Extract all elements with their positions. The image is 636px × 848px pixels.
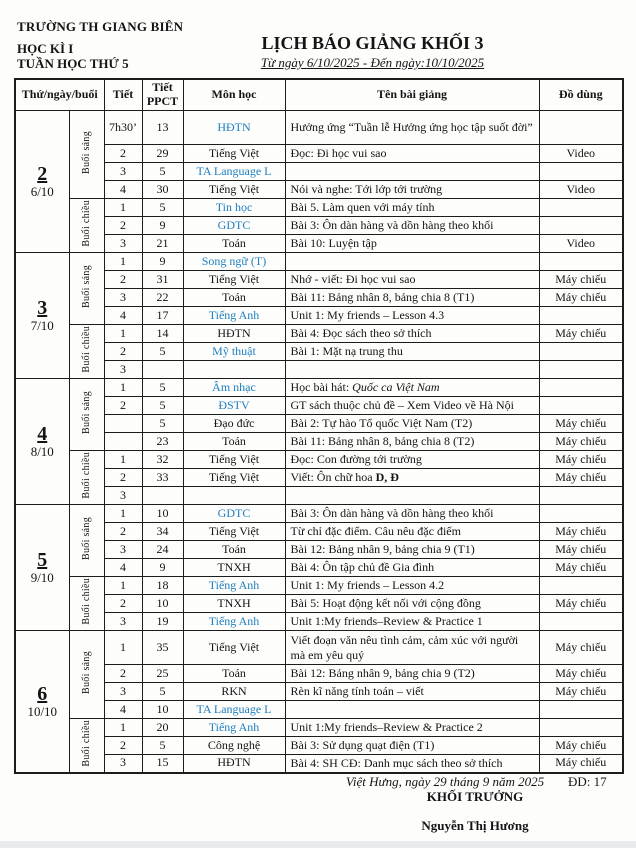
- equipment-cell: [539, 199, 623, 217]
- equipment-cell: Máy chiếu: [539, 289, 623, 307]
- school-name: TRƯỜNG TH GIANG BIÊN: [17, 19, 184, 34]
- equipment-cell: [539, 163, 623, 181]
- equipment-cell: [539, 701, 623, 719]
- ppct-cell: 32: [142, 451, 183, 469]
- equipment-cell: Máy chiếu: [539, 683, 623, 701]
- lesson-cell: Bài 10: Luyện tập: [285, 235, 539, 253]
- footer-signer-name: Nguyễn Thị Hương: [421, 818, 529, 833]
- subject-cell: Toán: [183, 541, 285, 559]
- lesson-cell: Bài 4: SH CĐ: Danh mục sách theo sở thích: [285, 755, 539, 773]
- lesson-cell: [285, 361, 539, 379]
- equipment-cell: [539, 361, 623, 379]
- subject-cell: [183, 361, 285, 379]
- lesson-cell: Nói và nghe: Tới lớp tới trường: [285, 181, 539, 199]
- subject-cell: Toán: [183, 433, 285, 451]
- table-row: [15, 289, 623, 307]
- lesson-cell: Nhớ - viết: Đi học vui sao: [285, 271, 539, 289]
- subject-cell: [183, 487, 285, 505]
- period-cell: [104, 415, 142, 433]
- subject-cell: Tiếng Việt: [183, 469, 285, 487]
- equipment-cell: Máy chiếu: [539, 433, 623, 451]
- subject-cell: Tiếng Việt: [183, 181, 285, 199]
- period-cell: 1: [104, 631, 142, 665]
- ppct-cell: 9: [142, 217, 183, 235]
- date-range: Từ ngày 6/10/2025 - Đến ngày:10/10/2025: [260, 55, 485, 70]
- period-cell: 3: [104, 487, 142, 505]
- equipment-cell: Máy chiếu: [539, 523, 623, 541]
- ppct-cell: 25: [142, 665, 183, 683]
- page-title: LỊCH BÁO GIẢNG KHỐI 3: [261, 33, 484, 53]
- equipment-cell: Video: [539, 181, 623, 199]
- ppct-cell: 13: [142, 111, 183, 145]
- equipment-cell: Máy chiếu: [539, 755, 623, 773]
- table-row: [15, 217, 623, 235]
- ppct-cell: 22: [142, 289, 183, 307]
- day-number: 6: [37, 682, 48, 705]
- period-cell: 2: [104, 665, 142, 683]
- footer-role-title: KHỐI TRƯỞNG: [426, 789, 524, 804]
- table-row: [15, 325, 623, 343]
- ppct-cell: 5: [142, 163, 183, 181]
- day-date: 9/10: [30, 569, 54, 585]
- lesson-cell: Bài 3: Sử dụng quạt điện (T1): [285, 737, 539, 755]
- lesson-cell: Viết đoạn văn nêu tình cảm, cảm xúc với người mà em yêu quý: [285, 631, 539, 665]
- lesson-cell: Bài 12: Bảng nhân 9, bảng chia 9 (T2): [285, 665, 539, 683]
- table-row: [15, 631, 623, 665]
- period-cell: 4: [104, 181, 142, 199]
- ppct-cell: 10: [142, 701, 183, 719]
- subject-cell: Tiếng Anh: [183, 719, 285, 737]
- session-label-morning: Buổi sáng: [69, 505, 104, 577]
- ppct-cell: 9: [142, 559, 183, 577]
- column-header-lesson: Tên bài giảng: [285, 79, 539, 111]
- period-cell: 1: [104, 719, 142, 737]
- period-cell: [104, 433, 142, 451]
- equipment-cell: [539, 217, 623, 235]
- table-row: [15, 111, 623, 145]
- table-row: [15, 505, 623, 523]
- day-number: 4: [37, 422, 48, 445]
- table-row: [15, 577, 623, 595]
- day-cell: [15, 505, 69, 631]
- table-row: [15, 163, 623, 181]
- lesson-cell: [285, 701, 539, 719]
- subject-cell: GDTC: [183, 217, 285, 235]
- subject-cell: Song ngữ (T): [183, 253, 285, 271]
- subject-cell: Đạo đức: [183, 415, 285, 433]
- subject-cell: TNXH: [183, 559, 285, 577]
- day-date: 6/10: [30, 183, 54, 199]
- equipment-cell: Máy chiếu: [539, 325, 623, 343]
- day-date: 10/10: [27, 703, 58, 719]
- table-row: [15, 199, 623, 217]
- table-row: [15, 307, 623, 325]
- table-row: [15, 665, 623, 683]
- period-cell: 2: [104, 397, 142, 415]
- ppct-cell: 18: [142, 577, 183, 595]
- period-cell: 1: [104, 325, 142, 343]
- lesson-cell: [285, 253, 539, 271]
- ppct-cell: 31: [142, 271, 183, 289]
- table-row: [15, 253, 623, 271]
- period-cell: 3: [104, 361, 142, 379]
- equipment-cell: Máy chiếu: [539, 665, 623, 683]
- lesson-cell: Bài 5. Làm quen với máy tính: [285, 199, 539, 217]
- lesson-cell: Đọc: Đi học vui sao: [285, 145, 539, 163]
- period-cell: 1: [104, 199, 142, 217]
- subject-cell: Tiếng Anh: [183, 577, 285, 595]
- day-number: 5: [37, 548, 48, 571]
- lesson-cell: Unit 1:My friends–Review & Practice 1: [285, 613, 539, 631]
- period-cell: 2: [104, 343, 142, 361]
- period-cell: 3: [104, 541, 142, 559]
- lesson-cell: [285, 163, 539, 181]
- subject-cell: Tiếng Việt: [183, 271, 285, 289]
- equipment-cell: [539, 111, 623, 145]
- ppct-cell: 30: [142, 181, 183, 199]
- equipment-cell: [539, 307, 623, 325]
- ppct-cell: 29: [142, 145, 183, 163]
- equipment-cell: Máy chiếu: [539, 631, 623, 665]
- equipment-cell: Máy chiếu: [539, 595, 623, 613]
- table-header-row: [15, 79, 623, 111]
- scan-edge-strip: [0, 841, 636, 848]
- equipment-cell: Máy chiếu: [539, 559, 623, 577]
- session-label-morning: Buổi sáng: [69, 631, 104, 719]
- ppct-cell: 19: [142, 613, 183, 631]
- subject-cell: TA Language L: [183, 163, 285, 181]
- lesson-cell: Bài 4: Đọc sách theo sở thích: [285, 325, 539, 343]
- equipment-cell: [539, 343, 623, 361]
- footer-place-date: Việt Hưng, ngày 29 tháng 9 năm 2025: [345, 774, 545, 789]
- ppct-cell: 24: [142, 541, 183, 559]
- day-date: 7/10: [30, 317, 54, 333]
- period-cell: 3: [104, 235, 142, 253]
- column-header-equipment: Đồ dùng: [539, 79, 623, 111]
- equipment-cell: Máy chiếu: [539, 451, 623, 469]
- subject-cell: RKN: [183, 683, 285, 701]
- table-row: [15, 451, 623, 469]
- period-cell: 4: [104, 307, 142, 325]
- period-cell: 1: [104, 577, 142, 595]
- period-cell: 4: [104, 559, 142, 577]
- table-row: [15, 361, 623, 379]
- subject-cell: Âm nhạc: [183, 379, 285, 397]
- lesson-cell: Bài 5: Hoạt động kết nối với cộng đồng: [285, 595, 539, 613]
- session-label-afternoon: Buổi chiều: [69, 451, 104, 505]
- equipment-cell: Máy chiếu: [539, 541, 623, 559]
- lesson-cell: Bài 11: Bảng nhân 8, bảng chia 8 (T1): [285, 289, 539, 307]
- equipment-cell: Máy chiếu: [539, 469, 623, 487]
- table-row: [15, 613, 623, 631]
- table-row: [15, 397, 623, 415]
- table-row: [15, 755, 623, 773]
- table-row: [15, 343, 623, 361]
- ppct-cell: 10: [142, 595, 183, 613]
- ppct-cell: 5: [142, 343, 183, 361]
- subject-cell: Tiếng Việt: [183, 451, 285, 469]
- lesson-cell: Bài 3: Ôn dàn hàng và dồn hàng theo khối: [285, 217, 539, 235]
- table-row: [15, 145, 623, 163]
- period-cell: 3: [104, 289, 142, 307]
- week-label: TUẦN HỌC THỨ 5: [17, 56, 129, 71]
- day-number: 2: [37, 162, 48, 185]
- session-label-afternoon: Buổi chiều: [69, 577, 104, 631]
- equipment-cell: [539, 613, 623, 631]
- schedule-table: [14, 78, 624, 774]
- session-label-morning: Buổi sáng: [69, 111, 104, 199]
- ppct-cell: 17: [142, 307, 183, 325]
- subject-cell: Toán: [183, 235, 285, 253]
- lesson-cell: Hưởng ứng “Tuần lễ Hưởng ứng học tập suốt đời”: [285, 111, 539, 145]
- lesson-cell: GT sách thuộc chủ đề – Xem Video về Hà Nội: [285, 397, 539, 415]
- lesson-cell: Bài 2: Tự hào Tổ quốc Việt Nam (T2): [285, 415, 539, 433]
- table-row: [15, 415, 623, 433]
- ppct-cell: 5: [142, 737, 183, 755]
- period-cell: 3: [104, 163, 142, 181]
- subject-cell: Tin học: [183, 199, 285, 217]
- day-date: 8/10: [30, 443, 54, 459]
- period-cell: 1: [104, 253, 142, 271]
- day-cell: [15, 379, 69, 505]
- day-cell: [15, 631, 69, 773]
- semester-label: HỌC KÌ I: [17, 41, 74, 56]
- session-label-afternoon: Buổi chiều: [69, 199, 104, 253]
- day-cell: [15, 253, 69, 379]
- ppct-cell: 21: [142, 235, 183, 253]
- lesson-cell: Học bài hát: Quốc ca Việt Nam: [285, 379, 539, 397]
- equipment-cell: [539, 253, 623, 271]
- day-number: 3: [37, 296, 48, 319]
- table-row: [15, 595, 623, 613]
- subject-cell: Tiếng Việt: [183, 523, 285, 541]
- subject-cell: Mỹ thuật: [183, 343, 285, 361]
- lesson-cell: Rèn kĩ năng tính toán – viết: [285, 683, 539, 701]
- table-row: [15, 487, 623, 505]
- lesson-cell: Đọc: Con đường tới trường: [285, 451, 539, 469]
- session-label-afternoon: Buổi chiều: [69, 325, 104, 379]
- period-cell: 2: [104, 523, 142, 541]
- lesson-cell: Từ chỉ đặc điểm. Câu nêu đặc điểm: [285, 523, 539, 541]
- ppct-cell: [142, 487, 183, 505]
- period-cell: 4: [104, 701, 142, 719]
- day-cell: [15, 111, 69, 253]
- ppct-cell: 33: [142, 469, 183, 487]
- column-header-day: Thứ/ngày/buổi: [15, 79, 104, 111]
- column-header-subject: Môn học: [183, 79, 285, 111]
- period-cell: 7h30’: [104, 111, 142, 145]
- table-row: [15, 541, 623, 559]
- footer-dd-count: ĐD: 17: [568, 774, 607, 789]
- equipment-cell: [539, 577, 623, 595]
- period-cell: 3: [104, 755, 142, 773]
- table-row: [15, 683, 623, 701]
- period-cell: 3: [104, 613, 142, 631]
- subject-cell: GDTC: [183, 505, 285, 523]
- subject-cell: HĐTN: [183, 111, 285, 145]
- session-label-afternoon: Buổi chiều: [69, 719, 104, 773]
- period-cell: 2: [104, 737, 142, 755]
- subject-cell: HĐTN: [183, 755, 285, 773]
- table-row: [15, 181, 623, 199]
- ppct-cell: 14: [142, 325, 183, 343]
- subject-cell: TA Language L: [183, 701, 285, 719]
- ppct-cell: 15: [142, 755, 183, 773]
- lesson-cell: [285, 487, 539, 505]
- ppct-cell: 5: [142, 199, 183, 217]
- subject-cell: Tiếng Anh: [183, 613, 285, 631]
- subject-cell: ĐSTV: [183, 397, 285, 415]
- equipment-cell: [539, 719, 623, 737]
- period-cell: 2: [104, 145, 142, 163]
- period-cell: 2: [104, 271, 142, 289]
- lesson-cell: Unit 1:My friends–Review & Practice 2: [285, 719, 539, 737]
- table-row: [15, 719, 623, 737]
- ppct-cell: 9: [142, 253, 183, 271]
- column-header-period: Tiết: [104, 79, 142, 111]
- period-cell: 2: [104, 595, 142, 613]
- equipment-cell: [539, 487, 623, 505]
- subject-cell: Tiếng Anh: [183, 307, 285, 325]
- table-row: [15, 559, 623, 577]
- subject-cell: Tiếng Việt: [183, 145, 285, 163]
- lesson-cell: Bài 1: Mặt nạ trung thu: [285, 343, 539, 361]
- table-row: [15, 469, 623, 487]
- ppct-cell: 34: [142, 523, 183, 541]
- table-row: [15, 271, 623, 289]
- period-cell: 2: [104, 217, 142, 235]
- equipment-cell: Video: [539, 145, 623, 163]
- subject-cell: TNXH: [183, 595, 285, 613]
- lesson-cell: Unit 1: My friends – Lesson 4.2: [285, 577, 539, 595]
- session-label-morning: Buổi sáng: [69, 379, 104, 451]
- ppct-cell: 35: [142, 631, 183, 665]
- subject-cell: Tiếng Việt: [183, 631, 285, 665]
- lesson-cell: Unit 1: My friends – Lesson 4.3: [285, 307, 539, 325]
- subject-cell: HĐTN: [183, 325, 285, 343]
- table-row: [15, 433, 623, 451]
- lesson-cell: Viết: Ôn chữ hoa D, Đ: [285, 469, 539, 487]
- lesson-cell: Bài 4: Ôn tập chủ đề Gia đình: [285, 559, 539, 577]
- table-row: [15, 379, 623, 397]
- ppct-cell: 5: [142, 379, 183, 397]
- subject-cell: Công nghệ: [183, 737, 285, 755]
- session-label-morning: Buổi sáng: [69, 253, 104, 325]
- equipment-cell: [539, 397, 623, 415]
- ppct-cell: 5: [142, 683, 183, 701]
- equipment-cell: Máy chiếu: [539, 271, 623, 289]
- lesson-cell: Bài 3: Ôn dàn hàng và dồn hàng theo khối: [285, 505, 539, 523]
- table-row: [15, 701, 623, 719]
- period-cell: 1: [104, 451, 142, 469]
- period-cell: 3: [104, 683, 142, 701]
- lesson-cell: Bài 12: Bảng nhân 9, bảng chia 9 (T1): [285, 541, 539, 559]
- equipment-cell: Video: [539, 235, 623, 253]
- ppct-cell: 23: [142, 433, 183, 451]
- table-row: [15, 737, 623, 755]
- table-row: [15, 235, 623, 253]
- equipment-cell: Máy chiếu: [539, 737, 623, 755]
- lesson-cell: Bài 11: Bảng nhân 8, bảng chia 8 (T2): [285, 433, 539, 451]
- subject-cell: Toán: [183, 665, 285, 683]
- column-header-ppct: Tiết PPCT: [142, 79, 183, 111]
- table-row: [15, 523, 623, 541]
- ppct-cell: 5: [142, 415, 183, 433]
- equipment-cell: [539, 379, 623, 397]
- period-cell: 1: [104, 379, 142, 397]
- ppct-cell: 20: [142, 719, 183, 737]
- equipment-cell: Máy chiếu: [539, 415, 623, 433]
- ppct-cell: [142, 361, 183, 379]
- period-cell: 2: [104, 469, 142, 487]
- period-cell: 1: [104, 505, 142, 523]
- subject-cell: Toán: [183, 289, 285, 307]
- equipment-cell: [539, 505, 623, 523]
- ppct-cell: 10: [142, 505, 183, 523]
- ppct-cell: 5: [142, 397, 183, 415]
